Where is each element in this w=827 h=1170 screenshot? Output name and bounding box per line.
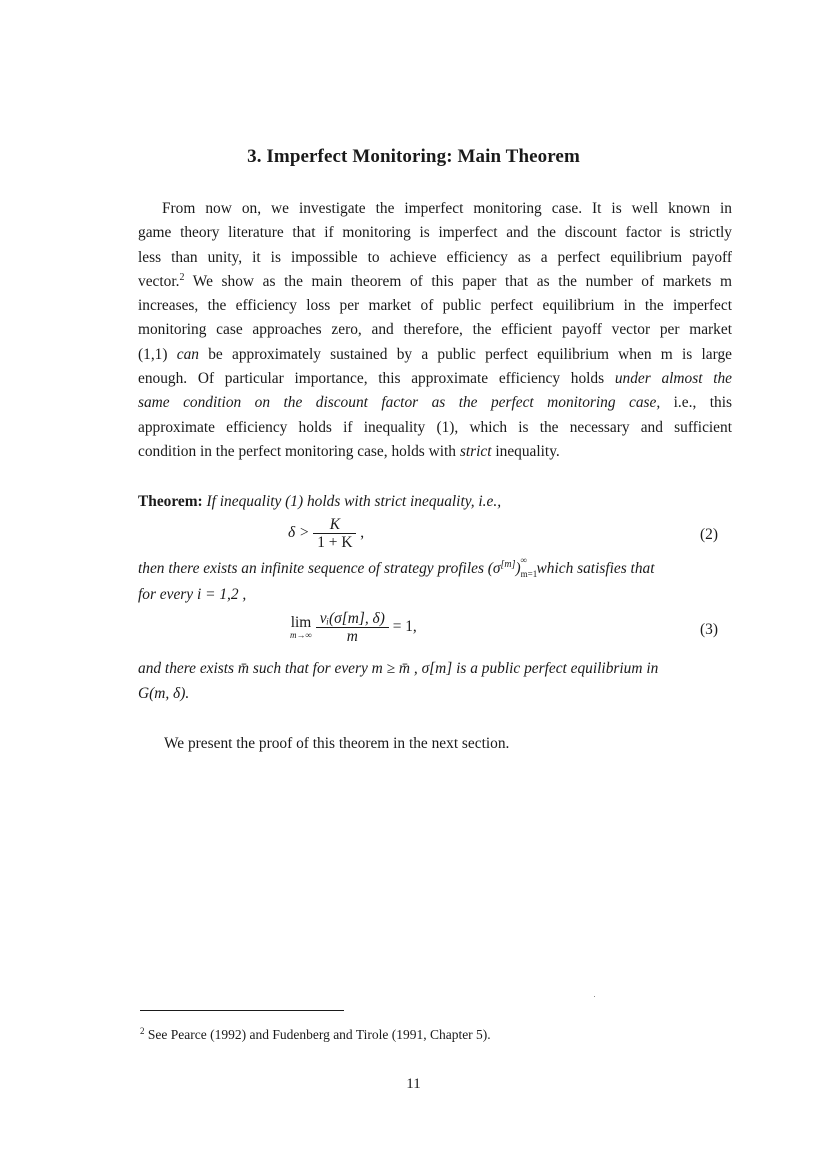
text-line: increases, the efficiency loss per market of public perfect equilibrium in the imperfect: [138, 297, 732, 315]
footnote: $^2$ See Pearce (1992) and Fudenberg and Tirole (1991, Chapter 5).: [140, 1026, 491, 1042]
fraction: $\frac{K}{1 + K}$: [313, 516, 356, 551]
footnote-rule: [140, 1010, 344, 1011]
theorem-text-line: for every i = 1,2 ,: [138, 586, 247, 603]
text-line: game theory literature that if monitoring is imperfect and the discount factor is strictly: [138, 224, 732, 242]
scan-speck: [594, 996, 595, 997]
paragraph-closing: We present the proof of this theorem in the next section.: [164, 735, 510, 752]
paragraph-intro: [138, 197, 732, 464]
text-line: enough. Of particular importance, this approximate efficiency holds under almost the: [138, 370, 732, 388]
text-line: (1,1) can be approximately sustained by a public perfect equilibrium when m is large: [138, 345, 732, 363]
text-line: approximate efficiency holds if inequality (1), which is the necessary and sufficient: [138, 418, 732, 436]
text-line: monitoring case approaches zero, and therefore, the efficient payoff vector per market: [138, 321, 732, 339]
text-line: condition in the perfect monitoring case, holds with strict inequality.: [138, 442, 560, 460]
text-line: From now on, we investigate the imperfect monitoring case. It is well known in: [162, 200, 732, 217]
theorem-text-line: G(m, δ).: [138, 685, 190, 702]
text-line: vector.$^2$ We show as the main theorem of this paper that as the number of markets m: [138, 271, 732, 290]
equation-label: (2): [700, 526, 718, 543]
theorem-heading: [138, 493, 732, 511]
theorem-label: Theorem:: [138, 493, 203, 510]
theorem-intro: If inequality (1) holds with strict inequality, i.e.,: [202, 493, 502, 510]
fraction: $\frac{\text{vᵢ(σ[m], δ)}}{m}$: [316, 610, 389, 645]
theorem-text-line: and there exists m̄ such that for every m ≥ m̄ , σ[m] is a public perfect equilibrium in: [138, 660, 659, 677]
equation-label: (3): [700, 621, 718, 638]
page-number: 11: [406, 1076, 421, 1092]
theorem-text-line: then there exists an infinite sequence of strategy profiles (σ[m]) ∞ m=1 which satisfies that: [138, 555, 655, 579]
text-line: less than unity, it is impossible to achieve efficiency as a perfect equilibrium payoff: [138, 248, 732, 266]
footnote-ref: 2: [179, 271, 185, 283]
section-title: 3. Imperfect Monitoring: Main Theorem: [247, 146, 580, 167]
equation-3: lim m→∞ $\frac{\text{vᵢ(σ[m], δ)}}{m}$ = 1,: [290, 610, 417, 645]
text-line: same condition on the discount factor as the perfect monitoring case, i.e., this: [138, 394, 732, 412]
equation-2: δ > $\frac{K}{1 + K}$ ,: [288, 516, 365, 551]
